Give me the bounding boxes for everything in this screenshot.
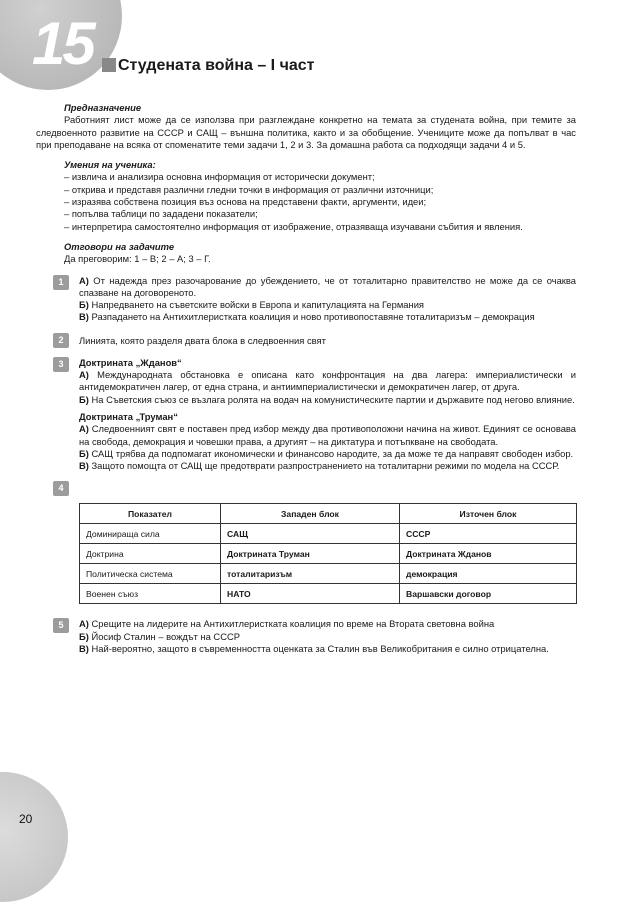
table-row (80, 544, 577, 564)
task-number-badge: 2 (53, 333, 69, 348)
task-4 (36, 481, 576, 604)
truman-doctrine-title: Доктрината „Труман“ (79, 410, 178, 422)
table-cell: тоталитаризъм (221, 564, 400, 584)
skill-item: – открива и представя различни гледни точки в информация от различни източници; (64, 183, 434, 195)
task-3 (36, 357, 576, 473)
purpose-heading: Предназначение (64, 102, 142, 113)
table-cell: Политическа система (80, 564, 221, 584)
answer-b: Б) Йосиф Сталин – вождът на СССР (79, 630, 240, 642)
recall-answers: Да преговорим: 1 – В; 2 – А; 3 – Г. (64, 253, 211, 265)
table-row (80, 564, 577, 584)
task-number-badge: 5 (53, 618, 69, 633)
column-header: Източен блок (400, 504, 577, 524)
table-cell: Доктрината Жданов (400, 544, 577, 564)
table-cell: демокрация (400, 564, 577, 584)
answer-a: А) Следвоенният свят е поставен пред избор между два противоположни начина на живот. Единият се основава на свобода, демокрация и човешки права, а другият – на диктатура и потъпкване на свободата. (79, 423, 577, 447)
table-cell: Доктрина (80, 544, 221, 564)
page-corner-decoration (0, 772, 68, 902)
worksheet-content (36, 102, 576, 655)
answers-section (36, 241, 576, 266)
task-number-badge: 3 (53, 357, 69, 372)
skill-item: – попълва таблици по зададени показатели; (64, 208, 258, 220)
skill-item: – извлича и анализира основна информация от исторически документ; (64, 171, 375, 183)
task-2 (36, 333, 576, 348)
answer-text: Линията, която разделя двата блока в следвоенния свят (79, 334, 326, 346)
skills-section (36, 159, 576, 233)
answer-b: Б) САЩ трябва да подпомагат икономически и финансово народите, за да може те да направят свободен избор. (79, 447, 574, 459)
skill-item: – изразява собствена позиция въз основа на представени факти, аргументи, идеи; (64, 196, 427, 208)
blocs-comparison-table (79, 503, 577, 604)
skills-heading: Умения на ученика: (64, 159, 156, 171)
table-header-row (80, 504, 577, 524)
answers-heading: Отговори на задачите (64, 240, 175, 252)
column-header: Западен блок (221, 504, 400, 524)
table-cell: Доктрината Труман (221, 544, 400, 564)
answer-a: А) Международната обстановка е описана като конфронтация на два лагера: империалистически и антидемократичен лагер, от една страна, и антиимпериалистически и демократичен лагер, от друга. (79, 369, 577, 393)
table-row (80, 584, 577, 604)
table-cell: Варшавски договор (400, 584, 577, 604)
task-number-badge: 4 (53, 481, 69, 496)
zhdanov-doctrine-title: Доктрината „Жданов“ (79, 356, 182, 368)
page-title: Студената война – I част (118, 57, 315, 74)
answer-b: Б) Напредването на съветските войски в Европа и капитулацията на Германия (79, 299, 425, 311)
task-5 (36, 618, 576, 655)
table-cell: САЩ (221, 524, 400, 544)
skill-item: – интерпретира самостоятелно информация от изображение, отразяваща изучавани събития и явления. (64, 220, 523, 232)
table-cell: НАТО (221, 584, 400, 604)
answer-a: А) Срещите на лидерите на Антихитлеристката коалиция по време на Втората световна война (79, 618, 495, 630)
page-number: 20 (19, 812, 33, 826)
table-cell: Доминираща сила (80, 524, 221, 544)
table-cell: Военен съюз (80, 584, 221, 604)
chapter-dot-decoration (102, 30, 118, 72)
task-1 (36, 275, 576, 324)
answer-c: В) Защото помощта от САЩ ще предотврати разпространението на тоталитарни режими по модела на СССР. (79, 460, 560, 472)
answer-b: Б) На Съветския съюз се възлага ролята на водач на комунистическите партии и държавите под негово влияние. (79, 393, 575, 405)
table-row (80, 524, 577, 544)
purpose-text: Работният лист може да се използва при разглеждане конкретно на темата за студената война, при темите за следвоенното развитие на СССР и САЩ – външна политика, както и за обобщение. Учениците може да попълват в час при преподаване на всяка от споменатите теми задачи 1, 2 и 3. За домашна работа са подходящи задачи 4 и 5. (36, 114, 576, 150)
answer-c: В) Най-вероятно, защото в съвременността оценката за Сталин във Великобритания е силно отрицателна. (79, 643, 549, 655)
table-cell: СССР (400, 524, 577, 544)
answer-c: В) Разпадането на Антихитлеристката коалиция и ново противопоставяне тоталитаризъм – демокрация (79, 311, 535, 323)
task-number-badge: 1 (53, 275, 69, 290)
answer-a: А) От надежда през разочарование до убеждението, че от тоталитарно правителство не може да се очаква спазване на договореното. (79, 274, 576, 298)
chapter-number: 15 (32, 10, 93, 77)
column-header: Показател (80, 504, 221, 524)
